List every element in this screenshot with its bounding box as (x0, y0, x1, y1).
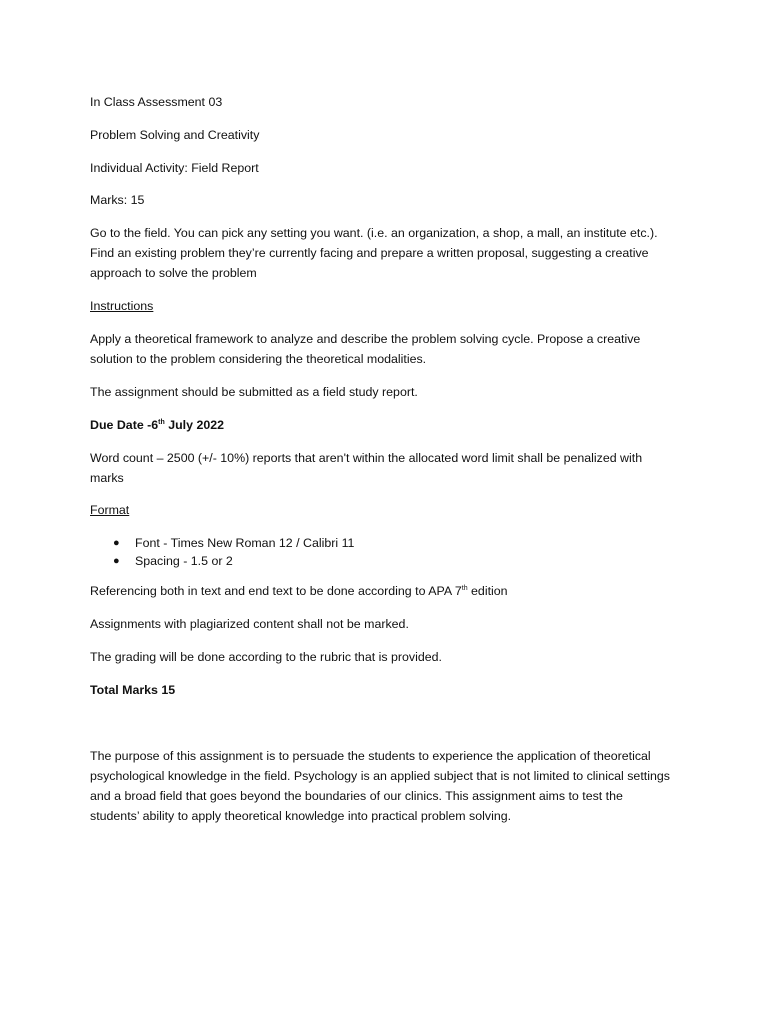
list-item-text: Spacing - 1.5 or 2 (135, 554, 233, 568)
bullet-icon: ● (113, 537, 120, 549)
plagiarism-line: Assignments with plagiarized content shall not be marked. (90, 617, 409, 631)
instructions-heading: Instructions (90, 299, 154, 313)
activity-title: Individual Activity: Field Report (90, 161, 259, 175)
referencing-superscript: th (461, 585, 468, 592)
due-date-suffix: July 2022 (164, 418, 225, 432)
due-date-superscript: th (158, 419, 165, 426)
bullet-icon: ● (113, 555, 120, 567)
word-count-paragraph: Word count – 2500 (+/- 10%) reports that aren't within the allocated word limit shall be penalized with marks (90, 451, 643, 485)
purpose-paragraph: The purpose of this assignment is to persuade the students to experience the application of theoretical psychological knowledge in the field. Psychology is an applied subject that is not limited to clinical settings and a broad field that goes beyond the boundaries of our clinics. This assignment aims to test the students’ ability to apply theoretical knowledge into practical problem solving. (90, 749, 670, 823)
due-date-line (90, 415, 675, 435)
list-item (90, 552, 675, 570)
course-title: Problem Solving and Creativity (90, 128, 260, 142)
assessment-title: In Class Assessment 03 (90, 95, 223, 109)
due-date-prefix: Due Date -6 (90, 418, 159, 432)
marks-line: Marks: 15 (90, 193, 145, 207)
submission-line: The assignment should be submitted as a field study report. (90, 385, 418, 399)
total-marks-line: Total Marks 15 (90, 683, 176, 697)
format-heading: Format (90, 503, 130, 517)
referencing-prefix: Referencing both in text and end text to be done according to APA 7 (90, 584, 462, 598)
instructions-paragraph: Apply a theoretical framework to analyze and describe the problem solving cycle. Propose a creative solution to the problem considering the theoretical modalities. (90, 332, 641, 366)
list-item (90, 534, 675, 552)
grading-line: The grading will be done according to the rubric that is provided. (90, 650, 442, 664)
referencing-suffix: edition (467, 584, 508, 598)
referencing-line (90, 581, 675, 601)
list-item-text: Font - Times New Roman 12 / Calibri 11 (135, 536, 355, 550)
format-list (90, 534, 675, 570)
task-paragraph: Go to the field. You can pick any setting you want. (i.e. an organization, a shop, a mall, an institute etc.). Find an existing problem they’re currently facing and prepare a written proposal, suggesting a creative approach to solve the problem (90, 226, 658, 280)
